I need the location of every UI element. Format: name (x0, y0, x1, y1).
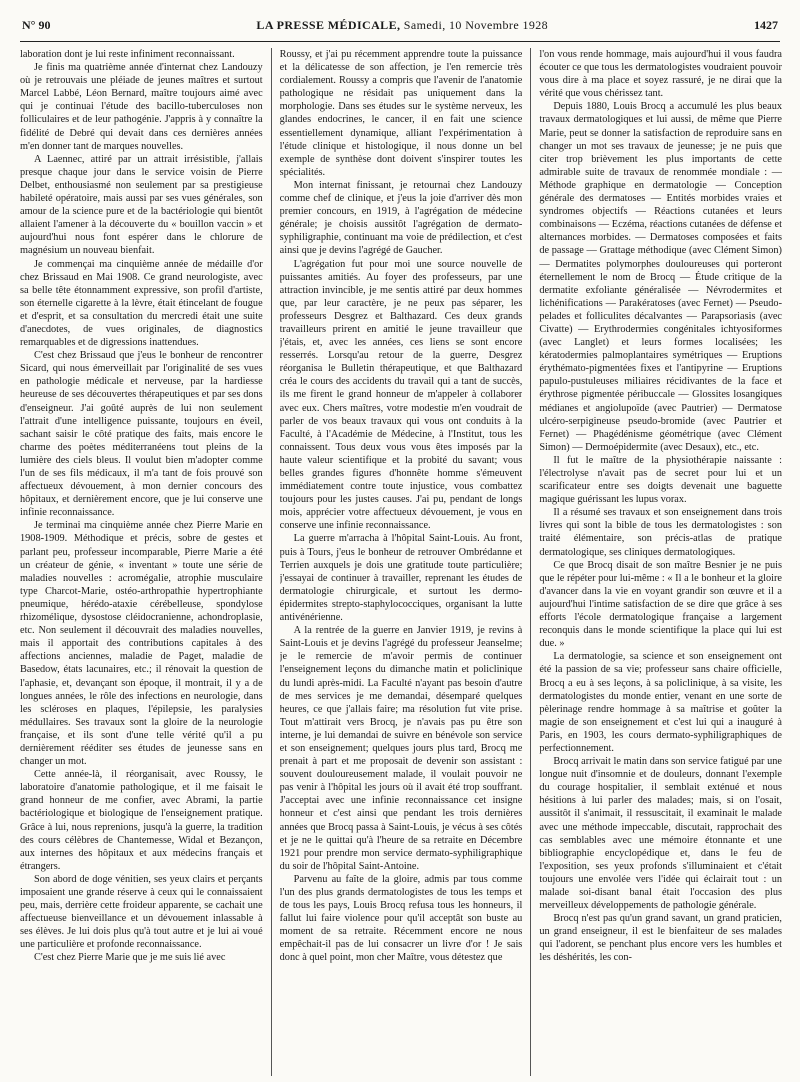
page-number: 1427 (754, 18, 778, 32)
journal-name: LA PRESSE MÉDICALE, (256, 18, 401, 32)
page-header (22, 18, 778, 40)
paragraph: Cette année-là, il réorganisait, avec Roussy, le laboratoire d'anatomie pathologique, et il me faisait le grand honneur de me confier, avec Abrami, la partie bactériologique et biologique de l'enseignement pratique. Grâce à lui, nous reprenions, jusqu'à la guerre, la tradition des cours célèbres de Chantemesse, Widal et Bezançon, aux internes des hôpitaux et aux médecins français et étrangers. (20, 769, 263, 872)
paragraph: Roussy, et j'ai pu récemment apprendre toute la puissance et la délicatesse de son affection, je l'en remercie très cordialement. Roussy a compris que l'avenir de l'anatomie pathologique ne résidait pas uniquement dans la morphologie. Dans ses études sur le système nerveux, les glandes endocrines, le cancer, il en fait une science essentiellement dynamique, alliant l'expérimentation à l'étude clinique et histologique, il nous donne un bel exemple de synthèse dont doivent s'inspirer toutes les spécialités. (279, 49, 523, 178)
column-middle (280, 48, 523, 1076)
paragraph: laboration dont je lui reste infiniment reconnaissant. (20, 49, 235, 60)
paragraph: Depuis 1880, Louis Brocq a accumulé les plus beaux travaux dermatologiques et lui aussi, de même que Pierre Marie, peut se donner la satisfaction de reproduire sans en changer un mot ses travaux de jeunesse; je ne puis que citer trop brièvement les plus importants de cette admirable suite de travaux de renommée mondiale : — Méthode graphique en dermatologie — Conception générale des dermatoses — Entités morbides vraies et syndromes objectifs — Réactions cutanées et leurs combinaisons — Eczéma, réactions cutanées de défense et alternances morbides. — Dermatoses composées et faits de passage — Grattage méthodique (avec Clément Simon) — Dermatites polymorphes douloureuses qui porteront éternellement le nom de Brocq — Étude critique de la dermatite exfoliante généralisée — Névrodermites et lichénifications — Parakératoses (avec Fernet) — Pseudo-pelades et folliculites décalvantes — Parapsoriasis (avec Civatte) — Erythrodermies congénitales ichtyosiformes (avec Langlet) et leurs formes localisées; les kératodermies palmoplantaires symétriques — Eruptions érythémato-pigmentées fixes et l'antipyrine — Eruptions papulo-pustuleuses miliaires récidivantes de la face et érythrose pigmentée péribuccale — Glossites losangiques médianes et angiolupoïde (avec Pautrier) — Dermatose ulcéro-serpigineuse pseudo-bromide (avec Pautrier et Fernet) — Phagédénisme géométrique (avec Clément Simon) — Dermoépidermite (avec Desaux), etc., etc. (539, 101, 782, 453)
column-left (20, 48, 263, 1076)
header-rule (20, 41, 780, 42)
article-columns (20, 48, 782, 1076)
column-divider (530, 48, 531, 1076)
column-right (539, 48, 782, 1076)
paragraph: C'est chez Pierre Marie que je me suis lié avec (34, 952, 226, 964)
journal-title-line (256, 18, 548, 33)
paragraph: l'on vous rende hommage, mais aujourd'hui il vous faudra écouter ce que tous les dermatologistes voudraient pouvoir vous dire à ma place et soyez rassuré, je ne dirai que la vérité que vous chérissez tant. (539, 49, 782, 100)
paragraph: C'est chez Brissaud que j'eus le bonheur de rencontrer Sicard, qui nous émerveillait par l'originalité de ses vues en pathologie médicale et nerveuse, par la hardiesse heureuse de ses découvertes thérapeutiques et par ses dons d'enseigneur. J'ai goûté auprès de lui non seulement l'attrait d'une intelligence puissante, toujours en éveil, sachant saisir le côté pratique des faits, mais encore le charme des poètes méditerranéens tout pleins de la lumière des ciels bleus. Il voulut bien m'adopter comme l'un de ses fils médicaux, il m'a tant de fois prouvé son affectueux dévouement, à mon dernier concours des hôpitaux, et dernièrement encore, que je lui conserve une infinie reconnaissance. (20, 350, 263, 519)
paragraph: La guerre m'arracha à l'hôpital Saint-Louis. Au front, puis à Tours, j'eus le bonheur de retrouver Ombrédanne et Terrien auxquels je dois une gratitude toute particulière; j'essayai de continuer à travailler, reprenant les études de dermatologie chirurgicale, et surtout les dermo-épidermites strepto-staphylococciques, organisant la lutte antivénérienne. (279, 533, 523, 624)
issue-date: Samedi, 10 Novembre 1928 (403, 18, 549, 32)
column-divider (271, 48, 272, 1076)
paragraph: Parvenu au faîte de la gloire, admis par tous comme l'un des plus grands dermatologistes de tous les temps et de tous les pays, Louis Brocq refusa tous les honneurs, il fallut lui faire violence pour qu'il acceptât son buste au moment de sa retraite. Récemment encore ne nous empêchait-il pas de lui consacrer un livre d'or ! Je sais donc à quel point, mon cher Maître, vous détestez que (279, 873, 523, 964)
paragraph: Je finis ma quatrième année d'internat chez Landouzy où je retrouvais une pléiade de jeunes maîtres et surtout Marcel Labbé, Léon Bernard, maître toujours aimé avec qui je continuai l'étude des bacillo-tuberculoses non folliculaires et de leur pathogénie. J'appris à y connaître la fidélité de Debré qui devait dans ces dernières années m'en donner tant de marques nouvelles. (20, 62, 263, 152)
paragraph: Ce que Brocq disait de son maître Besnier je ne puis que le répéter pour lui-même : « Il a le bonheur et la gloire d'avancer dans la vie en voyant grandir son œuvre et il a aujourd'hui l'intime satisfaction de se dire que grâce à ses efforts l'école dermatologique française a largement reconquis dans le monde scientifique la place qui lui est due. » (539, 559, 782, 650)
paragraph: Il a résumé ses travaux et son enseignement dans trois livres qui sont la bible de tous les dermatologistes : son traité élémentaire, son précis-atlas de pratique dermatologique, ses cliniques dermatologiques. (539, 507, 782, 558)
paragraph: Brocq n'est pas qu'un grand savant, un grand praticien, un grand enseigneur, il est le bienfaiteur de ses malades qui l'adorent, se penchant plus encore vers les humbles et les déshérités, les con- (539, 913, 782, 964)
issue-number: N° 90 (22, 18, 51, 32)
paragraph: Mon internat finissant, je retournai chez Landouzy comme chef de clinique, et j'eus la joie d'arriver dès mon premier concours, en 1919, à l'agrégation de médecine générale; je choisis aussitôt l'agrégation de dermato-syphiligraphie, continuant ma voie de prédilection, et c'est ainsi que je devins l'agrégé de Gaucher. (279, 179, 523, 257)
paragraph: A la rentrée de la guerre en Janvier 1919, je revins à Saint-Louis et je devins l'agrégé du professeur Jeanselme; je le remercie de m'avoir permis de continuer l'enseignement leçons du dimanche matin et policlinique du lundi après-midi. La Faculté n'ayant pas besoin d'autre de mes services je me demandai, désemparé quelques heures, ce que j'allais faire; ma résolution fut vite prise. Tout m'attirait vers Brocq, je n'avais pas pu être son interne, je lui demandai de suivre en bénévole son service et son enseignement; quelques jours plus tard, Brocq me prenait à part et me proposait de devenir son assistant : souvent douloureusement malade, il voulait pouvoir ne pas venir à l'hôpital les jours où il avait été trop souffrant. J'acceptai avec une infinie reconnaissance cet insigne honneur et c'est ainsi que pendant les trois dernières années que Brocq passa à Saint-Louis, je vécus à ses côtés et je ne le quittai qu'à l'heure de sa retraite en Décembre 1921 pour prendre mon service dermato-syphiligraphique du soir de l'hôpital Saint-Antoine. (279, 625, 523, 872)
paragraph: A Laennec, attiré par un attrait irrésistible, j'allais presque chaque jour dans le service voisin de Pierre Delbet, enthousiasmé non seulement par sa prestigieuse habileté opératoire, mais aussi par ses vues générales, son amour de la science pure et de la bactériologie qui bientôt allaient l'amener à la découverte du « bouillon vaccin » et aujourd'hui nous font espérer dans le chlorure de magnésium un nouveau bienfait. (20, 153, 263, 257)
paragraph: Son abord de doge vénitien, ses yeux clairs et perçants imposaient une grande réserve à ceux qui le connaissaient peu, mais, derrière cette froideur apparente, se cachait une affectueuse bienveillance et un dévouement inlassable à ses élèves. Je lui dois plus qu'à tout autre et je lui ai voué une particulière et profonde reconnaissance. (20, 873, 263, 951)
paragraph: Je commençai ma cinquième année de médaille d'or chez Brissaud en Mai 1908. Ce grand neurologiste, avec sa belle tête étonnamment expressive, son profil d'artiste, son éternelle cigarette à la lèvre, était étincelant de fougue et d'esprit, et sa consultation du mercredi était une suite d'anecdotes, de vues originales, de diagnostics remarquables et de digressions inattendues. (20, 258, 263, 349)
paragraph: Il fut le maître de la physiothérapie naissante : l'électrolyse n'avait pas de secret pour lui et un scarificateur entre ses doigts devenait une baguette magique guérissant les lupus vorax. (539, 454, 782, 506)
paragraph: L'agrégation fut pour moi une source nouvelle de puissantes amitiés. Au foyer des professeurs, par une attraction invincible, je me sentis attiré par deux hommes que, par leur caractère, je ne peux pas séparer, les professeurs Desgrez et Balthazard. Ces deux grands travailleurs prirent en amitié le jeune travailleur que j'étais, et, avec les années, ces liens se sont encore resserrés. Lorsqu'au retour de la guerre, Desgrez réorganisa le Bulletin thérapeutique, et que Balthazard créa le cours des accidents du travail qui a tant de succès, ils me firent le grand honneur de m'appeler à collaborer avec eux. Chers maîtres, votre modestie m'en voudrait de parler de vos beaux travaux qui vous ont conduits à la Faculté, à l'Académie de Médecine, à l'Institut, tous les connaissent. Tous deux vous vous êtes imposés par la haute valeur scientifique et la probité du savant; vous belles grandes figures d'honnête homme s'émeuvent immédiatement contre toute injustice, vous combattez toujours pour les justes causes. J'ai pu, pendant de longs mois, apprécier votre affectueux dévouement, je vous en conserve une infinie reconnaissance. (279, 258, 523, 532)
paragraph: Je terminai ma cinquième année chez Pierre Marie en 1908-1909. Méthodique et précis, sobre de gestes et parlant peu, professeur incomparable, Pierre Marie a été un créateur de génie, « inventant » toute une série de maladies nouvelles : acromégalie, atrophie musculaire type Charcot-Marie, ostéo-arthropathie hypertrophiante pneumique, hérédo-ataxie cérébelleuse, spondylose rhizomélique, dysostose cléidocranienne, achondroplasie, etc. Non seulement il découvrait des maladies nouvelles, mais il apportait des contributions capitales à des affections anciennes, maladie de Paget, maladie de Basedow, états lacunaires, etc.; il rénovait la question de l'aphasie, et, devançant son époque, il montrait, il y a de longues années, le rôle des infections en neurologie, dans les scléroses en plaques, l'épilepsie, les paralysies médullaires. Ses travaux sont la gloire de la neurologie française, et ils sont d'une telle vérité qu'il a pu dernièrement rééditer ses études de jeunesse sans en changer un mot. (20, 520, 263, 768)
paragraph: Brocq arrivait le matin dans son service fatigué par une longue nuit d'insomnie et de douleurs, donnant l'exemple du courage hospitalier, il semblait exténué et nous hésitions à lui parler des malades; mais, si on l'osait, aussitôt il s'animait, il ressuscitait, il examinait le malade avec une méthode impeccable, discutait, rapprochait des cas semblables avec une mémoire étonnante et une bibliographie encyclopédique et, dans le feu de l'exposition, ses yeux profonds s'illuminaient et c'était toujours une envolée vers l'idée qui éclairait tout : un malade soi-disant banal était l'occasion des plus merveilleux développements de pathologie générale. (539, 756, 782, 912)
paragraph: La dermatologie, sa science et son enseignement ont été la passion de sa vie; professeur sans chaire officielle, Brocq a eu à ses leçons, à sa policlinique, à sa visite, les dermatologistes du monde entier, venant en une sorte de pèlerinage rendre hommage à sa maîtrise et goûter la magie de son enseignement et c'est lui qui a inauguré à Paris, en 1903, les cours dermato-syphiligraphiques de perfectionnement. (539, 651, 782, 754)
